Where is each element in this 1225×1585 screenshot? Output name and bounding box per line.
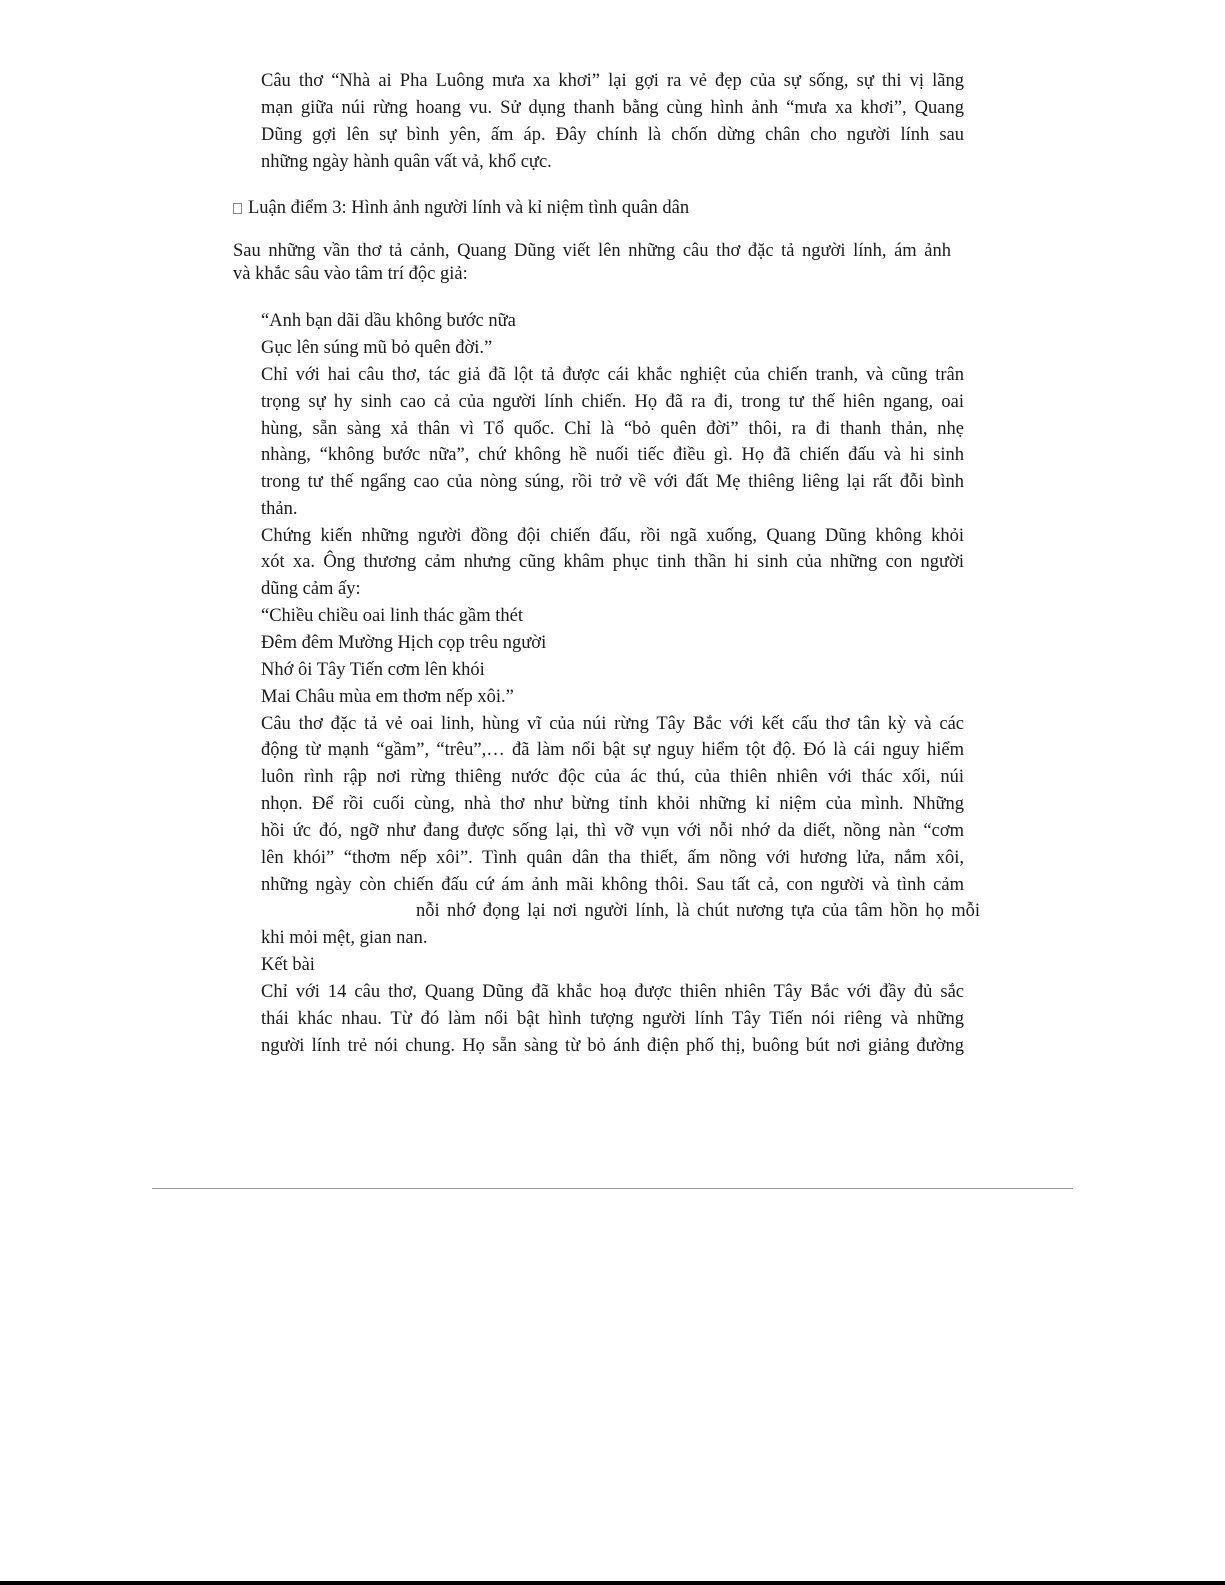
poem-line: “Chiều chiều oai linh thác gầm thét <box>261 606 523 626</box>
analysis-3-line: hồi ức đó, ngỡ như đang được sống lại, thì vỡ vụn với nỗi nhớ da diết, nồng nàn “cơm <box>261 821 964 841</box>
poem-line: Gục lên súng mũ bỏ quên đời.” <box>261 338 493 358</box>
intro-line: và khắc sâu vào tâm trí độc giả: <box>233 264 468 284</box>
poem-line: “Anh bạn dãi dầu không bước nữa <box>261 311 516 331</box>
analysis-1-line: thản. <box>261 499 298 519</box>
conclusion-line: người lính trẻ nói chung. Họ sẵn sàng từ bỏ ánh điện phố thị, buông bút nơi giảng đường <box>261 1036 964 1056</box>
analysis-2-line: dũng cảm ấy: <box>261 579 361 599</box>
analysis-3-line: những ngày còn chiến đấu cứ ám ảnh mãi không thôi. Sau tất cả, con người và tình cảm <box>261 875 964 895</box>
analysis-1-line: hùng, sẵn sàng xả thân vì Tổ quốc. Chỉ là “bỏ quên đời” thôi, ra đi thanh thản, nhẹ <box>261 419 964 439</box>
conclusion-line: Chỉ với 14 câu thơ, Quang Dũng đã khắc hoạ được thiên nhiên Tây Bắc với đầy đủ sắc <box>261 982 964 1002</box>
paragraph-1-line: Câu thơ “Nhà ai Pha Luông mưa xa khơi” lại gợi ra vẻ đẹp của sự sống, sự thi vị lãng <box>261 71 964 91</box>
analysis-1-line: trong tư thế ngẩng cao của nòng súng, rồi trở về với đất Mẹ thiêng liêng lại rất đỗi bình <box>261 472 964 492</box>
analysis-1-line: Chỉ với hai câu thơ, tác giả đã lột tả được cái khắc nghiệt của chiến tranh, và cũng trân <box>261 365 964 385</box>
paragraph-1-line: Dũng gợi lên sự bình yên, ấm áp. Đây chính là chốn dừng chân cho người lính sau <box>261 125 964 145</box>
bottom-edge-bar <box>0 1581 1225 1585</box>
conclusion-heading: Kết bài <box>261 955 315 975</box>
poem-line: Nhớ ôi Tây Tiến cơm lên khói <box>261 660 485 680</box>
analysis-2-line: Chứng kiến những người đồng đội chiến đấu, rồi ngã xuống, Quang Dũng không khỏi <box>261 526 964 546</box>
paragraph-1-line: mạn giữa núi rừng hoang vu. Sử dụng thanh bằng cùng hình ảnh “mưa xa khơi”, Quang <box>261 98 964 118</box>
analysis-3-line: khi mỏi mệt, gian nan. <box>261 928 428 948</box>
analysis-3-line: luôn rình rập nơi rừng thiêng nước độc của ác thú, của thiên nhiên với thác xối, núi <box>261 767 964 787</box>
heading-text: Luận điểm 3: Hình ảnh người lính và kỉ niệm tình quân dân <box>248 198 690 218</box>
poem-line: Mai Châu mùa em thơm nếp xôi.” <box>261 687 514 707</box>
intro-line: Sau những vần thơ tả cảnh, Quang Dũng viết lên những câu thơ đặc tả người lính, ám ảnh <box>233 241 951 261</box>
bullet-box-icon <box>233 203 242 214</box>
analysis-2-line: xót xa. Ông thương cảm nhưng cũng khâm phục tinh thần hi sinh của những con người <box>261 552 964 572</box>
analysis-1-line: nhàng, “không bước nữa”, chứ không hề nuối tiếc điều gì. Họ đã chiến đấu và hi sinh <box>261 445 964 465</box>
analysis-1-line: trọng sự hy sinh cao cả của người lính chiến. Họ đã ra đi, trong tư thế hiên ngang, oai <box>261 392 964 412</box>
analysis-3-line: động từ mạnh “gầm”, “trêu”,… đã làm nổi bật sự nguy hiểm tột độ. Đó là cái nguy hiểm <box>261 740 964 760</box>
paragraph-1-line: những ngày hành quân vất vả, khổ cực. <box>261 152 552 172</box>
analysis-3-line: nhọn. Để rồi cuối cùng, nhà thơ như bừng tỉnh khỏi những kỉ niệm của mình. Những <box>261 794 964 814</box>
analysis-3-line: nỗi nhớ đọng lại nơi người lính, là chút nương tựa của tâm hồn họ mỗi <box>416 901 980 921</box>
poem-line: Đêm đêm Mường Hịch cọp trêu người <box>261 633 547 653</box>
page-divider <box>152 1188 1073 1189</box>
conclusion-line: thái khác nhau. Từ đó làm nổi bật hình tượng người lính Tây Tiến nói riêng và những <box>261 1009 964 1029</box>
analysis-3-line: lên khói” “thơm nếp xôi”. Tình quân dân tha thiết, ấm nồng với hương lửa, nắm xôi, <box>261 848 964 868</box>
section-heading <box>233 196 689 220</box>
analysis-3-line: Câu thơ đặc tả vẻ oai linh, hùng vĩ của núi rừng Tây Bắc với kết cấu thơ tân kỳ và các <box>261 714 964 734</box>
